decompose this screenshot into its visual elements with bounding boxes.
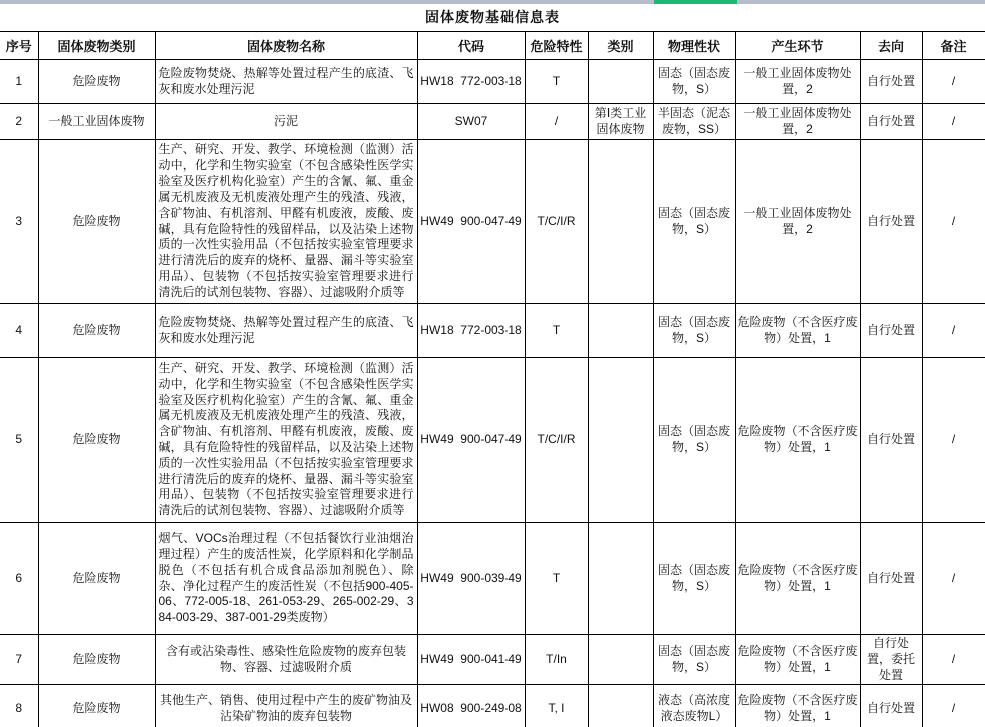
cell-hazard[interactable]: T — [525, 304, 588, 358]
cell-destination[interactable]: 自行处置 — [860, 523, 922, 635]
cell-type[interactable] — [588, 523, 653, 635]
cell-name[interactable]: 烟气、VOCs治理过程（不包括餐饮行业油烟治理过程）产生的废活性炭，化学原料和化学制品脱色（不包括有机合成食品添加剂脱色）、除杂、净化过程产生的废活性炭（不包括900-405-06、772-005-18、261-053-29、265-002-29、384-003-29、387-001-29类废物） — [155, 523, 417, 635]
cell-type[interactable] — [588, 358, 653, 523]
cell-no[interactable]: 1 — [0, 60, 38, 104]
horizontal-scrollbar[interactable] — [0, 0, 985, 4]
table-row — [0, 140, 985, 304]
scrollbar-thumb[interactable] — [654, 0, 737, 4]
cell-hazard[interactable]: T/C/I/R — [525, 358, 588, 523]
cell-stage[interactable]: 危险废物（不含医疗废物）处置，1 — [735, 685, 860, 727]
cell-type[interactable] — [588, 140, 653, 304]
cell-name[interactable]: 生产、研究、开发、教学、环境检测（监测）活动中，化学和生物实验室（不包含感染性医学实验室及医疗机构化验室）产生的含氰、氟、重金属无机废液及无机废液处理产生的残渣、残液，含矿物油、有机溶剂、甲醛有机废液，废酸、废碱，具有危险特性的残留样品，以及沾染上述物质的一次性实验用品（不包括按实验室管理要求进行清洗后的废弃的烧杯、量器、漏斗等实验室用品）、包装物（不包括按实验室管理要求进行清洗后的试剂包装物、容器）、过滤吸附介质等 — [155, 140, 417, 304]
cell-category[interactable]: 一般工业固体废物 — [38, 104, 155, 140]
cell-stage[interactable]: 危险废物（不含医疗废物）处置，1 — [735, 635, 860, 685]
cell-hazard[interactable]: T, I — [525, 685, 588, 727]
cell-physical[interactable]: 固态（固态废物，S） — [653, 635, 735, 685]
cell-destination[interactable]: 自行处置 — [860, 140, 922, 304]
cell-destination[interactable]: 自行处置 — [860, 60, 922, 104]
header-row — [0, 32, 985, 60]
cell-name[interactable]: 生产、研究、开发、教学、环境检测（监测）活动中，化学和生物实验室（不包含感染性医学实验室及医疗机构化验室）产生的含氰、氟、重金属无机废液及无机废液处理产生的残渣、残液，含矿物油、有机溶剂、甲醛有机废液，废酸、废碱，具有危险特性的残留样品，以及沾染上述物质的一次性实验用品（不包括按实验室管理要求进行清洗后的废弃的烧杯、量器、漏斗等实验室用品）、包装物（不包括按实验室管理要求进行清洗后的试剂包装物、容器）、过滤吸附介质等 — [155, 358, 417, 523]
cell-no[interactable]: 6 — [0, 523, 38, 635]
col-header-hazard[interactable]: 危险特性 — [525, 32, 588, 60]
cell-physical[interactable]: 固态（固态废物，S） — [653, 60, 735, 104]
col-header-destination[interactable]: 去向 — [860, 32, 922, 60]
cell-category[interactable]: 危险废物 — [38, 60, 155, 104]
cell-type[interactable] — [588, 685, 653, 727]
table-row — [0, 523, 985, 635]
col-header-no[interactable]: 序号 — [0, 32, 38, 60]
cell-destination[interactable]: 自行处置 — [860, 685, 922, 727]
table-row — [0, 685, 985, 727]
col-header-code[interactable]: 代码 — [417, 32, 525, 60]
cell-destination[interactable]: 自行处置 — [860, 304, 922, 358]
cell-stage[interactable]: 一般工业固体废物处置，2 — [735, 104, 860, 140]
cell-code[interactable]: SW07 — [417, 104, 525, 140]
cell-code[interactable]: HW08 900-249-08 — [417, 685, 525, 727]
cell-remark[interactable]: / — [922, 635, 985, 685]
cell-stage[interactable]: 危险废物（不含医疗废物）处置，1 — [735, 304, 860, 358]
col-header-physical[interactable]: 物理性状 — [653, 32, 735, 60]
cell-code[interactable]: HW18 772-003-18 — [417, 304, 525, 358]
cell-name[interactable]: 污泥 — [155, 104, 417, 140]
cell-stage[interactable]: 一般工业固体废物处置，2 — [735, 140, 860, 304]
col-header-stage[interactable]: 产生环节 — [735, 32, 860, 60]
cell-code[interactable]: HW49 900-047-49 — [417, 358, 525, 523]
cell-name[interactable]: 含有或沾染毒性、感染性危险废物的废弃包装物、容器、过滤吸附介质 — [155, 635, 417, 685]
cell-stage[interactable]: 一般工业固体废物处置，2 — [735, 60, 860, 104]
cell-type[interactable] — [588, 60, 653, 104]
cell-remark[interactable]: / — [922, 104, 985, 140]
cell-destination[interactable]: 自行处置 — [860, 358, 922, 523]
cell-category[interactable]: 危险废物 — [38, 685, 155, 727]
cell-hazard[interactable]: / — [525, 104, 588, 140]
cell-physical[interactable]: 固态（固态废物，S） — [653, 304, 735, 358]
cell-hazard[interactable]: T — [525, 60, 588, 104]
cell-type[interactable] — [588, 635, 653, 685]
cell-name[interactable]: 危险废物焚烧、热解等处置过程产生的底渣、飞灰和废水处理污泥 — [155, 60, 417, 104]
cell-type[interactable] — [588, 304, 653, 358]
col-header-type[interactable]: 类别 — [588, 32, 653, 60]
cell-physical[interactable]: 固态（固态废物，S） — [653, 358, 735, 523]
cell-hazard[interactable]: T — [525, 523, 588, 635]
table-row — [0, 104, 985, 140]
cell-remark[interactable]: / — [922, 304, 985, 358]
cell-no[interactable]: 4 — [0, 304, 38, 358]
cell-category[interactable]: 危险废物 — [38, 358, 155, 523]
cell-code[interactable]: HW18 772-003-18 — [417, 60, 525, 104]
col-header-category[interactable]: 固体废物类别 — [38, 32, 155, 60]
cell-stage[interactable]: 危险废物（不含医疗废物）处置，1 — [735, 523, 860, 635]
cell-no[interactable]: 5 — [0, 358, 38, 523]
col-header-name[interactable]: 固体废物名称 — [155, 32, 417, 60]
cell-remark[interactable]: / — [922, 685, 985, 727]
table-row — [0, 60, 985, 104]
cell-physical[interactable]: 半固态（泥态废物，SS） — [653, 104, 735, 140]
cell-category[interactable]: 危险废物 — [38, 635, 155, 685]
cell-type[interactable]: 第Ⅰ类工业固体废物 — [588, 104, 653, 140]
cell-physical[interactable]: 固态（固态废物，S） — [653, 140, 735, 304]
cell-category[interactable]: 危险废物 — [38, 523, 155, 635]
cell-remark[interactable]: / — [922, 358, 985, 523]
cell-code[interactable]: HW49 900-041-49 — [417, 635, 525, 685]
cell-stage[interactable]: 危险废物（不含医疗废物）处置，1 — [735, 358, 860, 523]
waste-info-table — [0, 31, 985, 727]
table-title: 固体废物基础信息表 — [425, 9, 560, 25]
table-row — [0, 304, 985, 358]
cell-remark[interactable]: / — [922, 60, 985, 104]
cell-remark[interactable]: / — [922, 523, 985, 635]
cell-remark[interactable]: / — [922, 140, 985, 304]
cell-no[interactable]: 2 — [0, 104, 38, 140]
cell-name[interactable]: 危险废物焚烧、热解等处置过程产生的底渣、飞灰和废水处理污泥 — [155, 304, 417, 358]
cell-physical[interactable]: 固态（固态废物，S） — [653, 523, 735, 635]
cell-destination[interactable]: 自行处置，委托处置 — [860, 635, 922, 685]
cell-destination[interactable]: 自行处置 — [860, 104, 922, 140]
cell-hazard[interactable]: T/C/I/R — [525, 140, 588, 304]
cell-category[interactable]: 危险废物 — [38, 140, 155, 304]
cell-no[interactable]: 3 — [0, 140, 38, 304]
table-body — [0, 60, 985, 727]
table-row — [0, 635, 985, 685]
cell-physical[interactable]: 液态（高浓度液态废物L） — [653, 685, 735, 727]
cell-no[interactable]: 8 — [0, 685, 38, 727]
col-header-remark[interactable]: 备注 — [922, 32, 985, 60]
cell-name[interactable]: 其他生产、销售、使用过程中产生的废矿物油及沾染矿物油的废弃包装物 — [155, 685, 417, 727]
cell-no[interactable]: 7 — [0, 635, 38, 685]
cell-hazard[interactable]: T/In — [525, 635, 588, 685]
cell-code[interactable]: HW49 900-047-49 — [417, 140, 525, 304]
table-row — [0, 358, 985, 523]
cell-category[interactable]: 危险废物 — [38, 304, 155, 358]
cell-code[interactable]: HW49 900-039-49 — [417, 523, 525, 635]
